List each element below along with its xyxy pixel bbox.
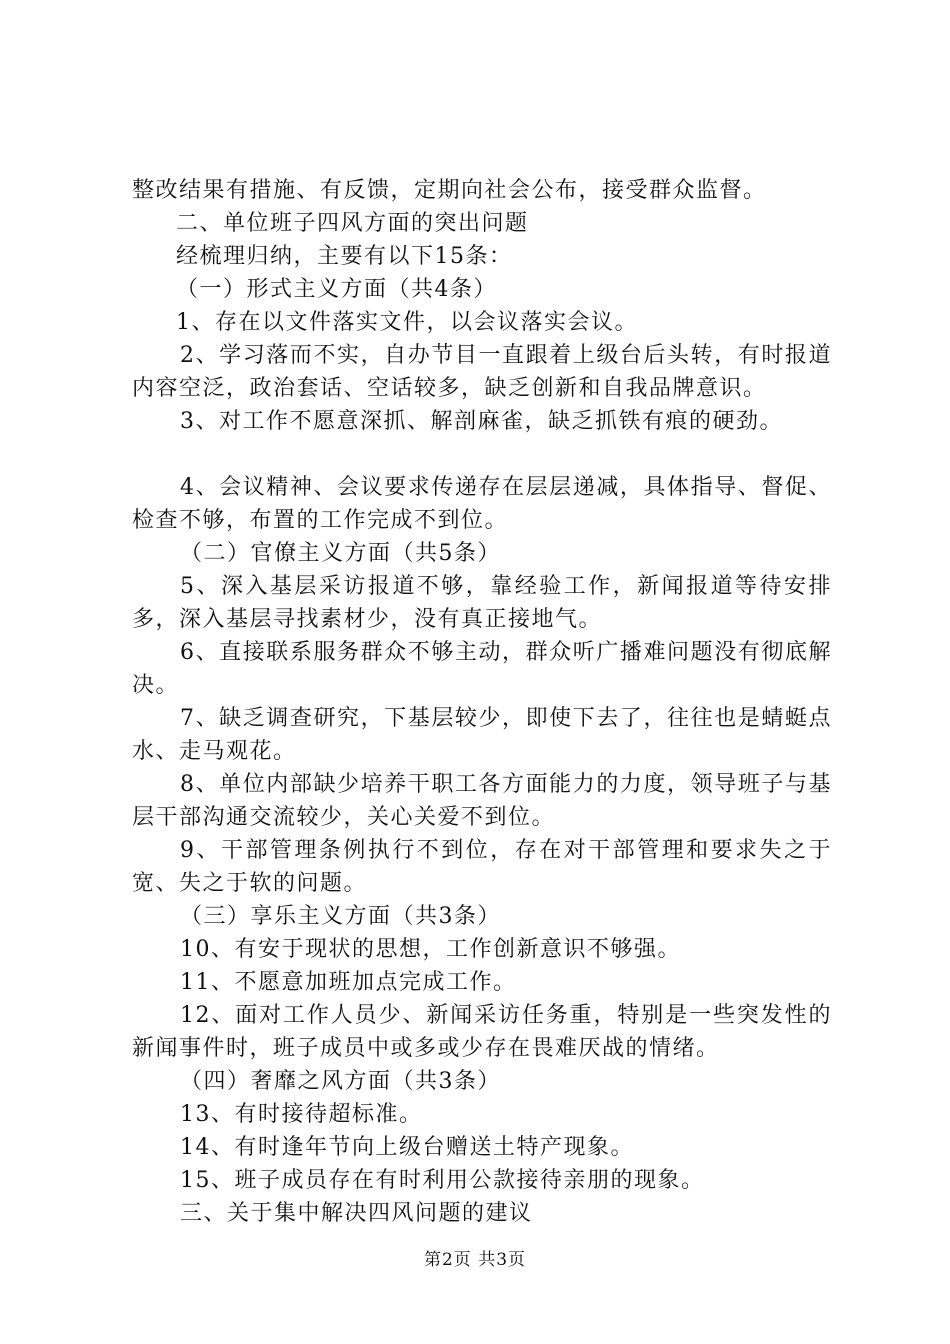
list-item-11: 11、不愿意加班加点完成工作。 [180, 970, 517, 995]
list-item-8: 8、单位内部缺少培养干职工各方面能力的力度，领导班子与基层干部沟通交流较少，关心关爱不到位。 [132, 772, 832, 830]
section-heading-2: 二、单位班子四风方面的突出问题 [176, 211, 529, 236]
list-item-15: 15、班子成员存在有时利用公款接待亲朋的现象。 [180, 1168, 705, 1193]
list-item-6: 6、直接联系服务群众不够主动，群众听广播难问题没有彻底解决。 [132, 640, 832, 698]
subsection-heading-1: （一）形式主义方面（共4条） [176, 277, 497, 302]
list-item-7: 7、缺乏调查研究，下基层较少，即使下去了，往往也是蜻蜓点水、走马观花。 [132, 706, 832, 764]
list-item-1: 1、存在以文件落实文件，以会议落实会议。 [176, 310, 638, 335]
subsection-heading-4: （四）奢靡之风方面（共3条） [180, 1069, 501, 1094]
list-item-2: 2、学习落而不实，自办节目一直跟着上级台后头转，有时报道内容空泛，政治套话、空话较多，缺乏创新和自我品牌意识。 [132, 343, 832, 401]
page-number-label: 第2页 共3页 [423, 1250, 527, 1270]
paragraph-continuation: 整改结果有措施、有反馈，定期向社会公布，接受群众监督。 [132, 178, 767, 203]
list-item-4: 4、会议精神、会议要求传递存在层层递减，具体指导、督促、检查不够，布置的工作完成不到位。 [132, 475, 832, 533]
subsection-heading-2: （二）官僚主义方面（共5条） [180, 541, 501, 566]
list-item-5: 5、深入基层采访报道不够，靠经验工作，新闻报道等待安排多，深入基层寻找素材少，没有真正接地气。 [132, 574, 832, 632]
document-body [132, 174, 832, 1230]
section-heading-3: 三、关于集中解决四风问题的建议 [180, 1201, 533, 1226]
paragraph-summary: 经梳理归纳，主要有以下15条： [176, 244, 513, 269]
list-item-12: 12、面对工作人员少、新闻采访任务重，特别是一些突发性的新闻事件时，班子成员中或多或少存在畏难厌战的情绪。 [132, 1003, 832, 1061]
list-item-13: 13、有时接待超标准。 [180, 1102, 423, 1127]
list-item-10: 10、有安于现状的思想，工作创新意识不够强。 [180, 937, 681, 962]
subsection-heading-3: （三）享乐主义方面（共3条） [180, 904, 501, 929]
page-footer [0, 1245, 950, 1270]
list-item-9: 9、干部管理条例执行不到位，存在对干部管理和要求失之于宽、失之于软的问题。 [132, 838, 832, 896]
list-item-3: 3、对工作不愿意深抓、解剖麻雀，缺乏抓铁有痕的硬劲。 [180, 409, 783, 434]
list-item-14: 14、有时逢年节向上级台赠送土特产现象。 [180, 1135, 634, 1160]
